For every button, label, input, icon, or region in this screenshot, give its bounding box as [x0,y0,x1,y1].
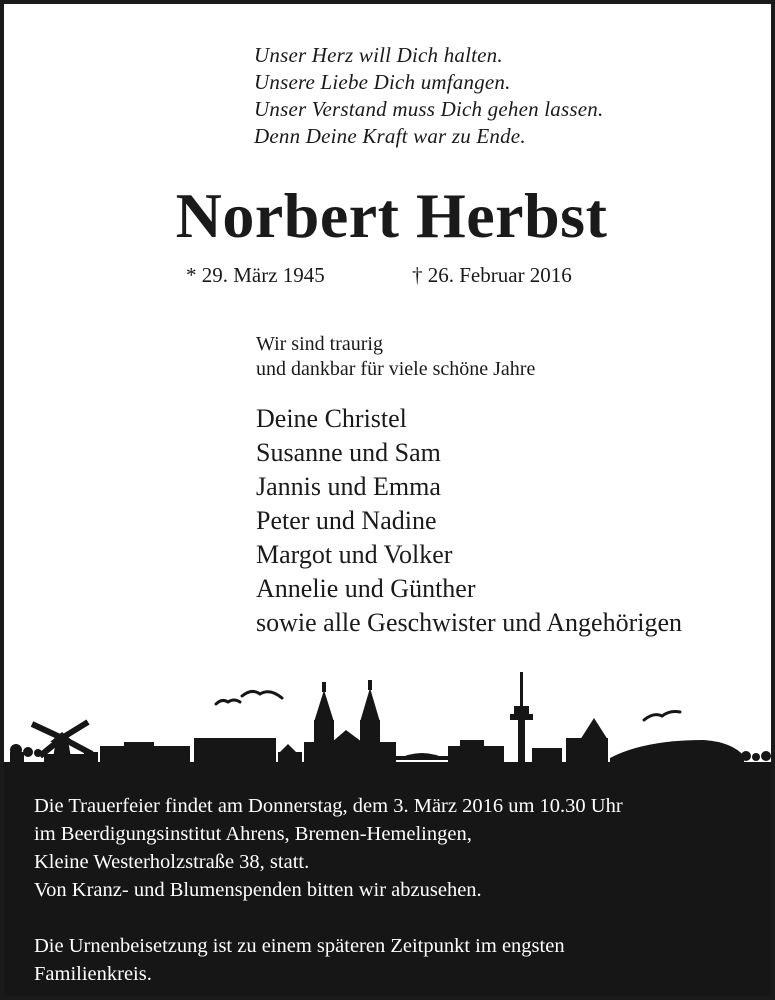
birth-date: * 29. März 1945 [186,263,325,287]
family-member: Peter und Nadine [256,506,437,535]
ceremony-line: Von Kranz- und Blumenspenden bitten wir abzusehen. [34,879,482,901]
ceremony-information [4,772,775,1000]
family-member: Annelie und Günther [256,574,476,603]
intro-line: Wir sind traurig [256,333,383,355]
windmill-icon [32,722,92,764]
trees-right-icon [741,751,771,761]
church-icon [566,718,608,764]
cathedral-icon [304,680,396,764]
deceased-name: Norbert Herbst [175,180,608,251]
burial-line: Die Urnenbeisetzung ist zu einem späteren Zeitpunkt im engsten [34,935,565,957]
mourning-intro [256,332,535,382]
family-list [256,402,682,640]
poem-line: Unser Herz will Dich halten. [254,43,503,67]
seagull-icon [216,691,680,720]
burial-details [34,932,751,988]
family-member: sowie alle Geschwister und Angehörigen [256,608,683,637]
family-member: Deine Christel [256,404,407,433]
family-member: Susanne und Sam [256,438,441,467]
tv-tower-icon [510,672,533,764]
burial-line: Familienkreis. [34,963,152,985]
stadium-icon [610,740,744,764]
city-skyline-image [4,666,775,774]
poem-line: Unser Verstand muss Dich gehen lassen. [254,97,604,121]
trees-left-icon [10,744,42,764]
bridge-icon [396,753,448,760]
ceremony-line: Die Trauerfeier findet am Donnerstag, dem 3. März 2016 um 10.30 Uhr [34,795,623,817]
death-date: † 26. Februar 2016 [412,263,572,287]
poem [254,42,603,150]
ceremony-line: im Beerdigungsinstitut Ahrens, Bremen-Hemelingen, [34,823,472,845]
family-member: Margot und Volker [256,540,453,569]
intro-line: und dankbar für viele schöne Jahre [256,358,536,380]
poem-line: Unsere Liebe Dich umfangen. [254,70,511,94]
ceremony-details [34,792,751,904]
ceremony-line: Kleine Westerholzstraße 38, statt. [34,851,310,873]
family-member: Jannis und Emma [256,472,441,501]
poem-line: Denn Deine Kraft war zu Ende. [254,124,526,148]
